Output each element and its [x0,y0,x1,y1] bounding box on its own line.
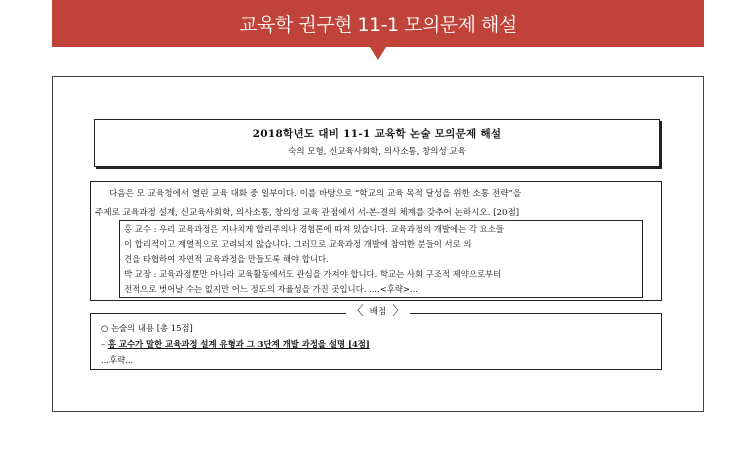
grading-label [346,303,410,319]
grading-line-3: ...후략... [101,355,134,365]
exam-title-box [94,119,660,167]
question-line-2: 주제로 교육과정 설계, 신교육사회학, 의사소통, 창의성 교육 관점에서 서-본-결의 체계를 갖추어 논하시오. [20점] [95,208,520,218]
question-line-1: 다음은 모 교육청에서 열린 교육 대화 중 일부이다. 이를 바탕으로 “학교의 교육 목적 달성을 위한 소통 전략”을 [109,189,522,199]
grading-line-1: ○ 논술의 내용 [총 15점] [101,323,193,333]
dialog-box [119,220,643,298]
grading-line-2 [101,338,370,350]
header-banner [52,0,704,47]
question-box [90,181,662,301]
right-angle-icon: 〉 [392,303,406,319]
dialog-line: 이 합리적이고 계열적으로 고려되지 않습니다. 그러므로 교육과정 개발에 참여한 분들이 서로 의 [124,239,472,249]
question-text [95,185,657,223]
dialog-line: 견을 타협하여 자연적 교육과정을 만들도록 해야 합니다. [124,254,329,264]
banner-title: 교육학 권구현 11-1 모의문제 해설 [239,14,517,36]
dialog-line: 홍 교수 : 우리 교육과정은 지나치게 합리주의나 경험론에 따져 있습니다. 교육과정의 개발에는 각 요소들 [124,224,504,234]
grading-label-text: 배점 [369,307,387,317]
dialog-line: 박 교장 : 교육과정뿐만 아니라 교육활동에서도 관심을 가져야 합니다. 학교는 사회 구조적 제약으로부터 [124,269,502,279]
banner-pointer-arrow-icon [370,47,386,60]
exam-title: 2018학년도 대비 11-1 교육학 논술 모의문제 해설 [252,128,502,140]
dialog-line: 전적으로 벗어날 수는 없지만 어느 정도의 자율성을 가진 곳입니다. ....<후략>... [124,284,418,294]
grading-line-2-prefix: – [101,339,108,349]
left-angle-icon: 〈 [350,303,364,319]
grading-line-2-text: 홍 교수가 말한 교육과정 설계 유형과 그 3단계 개발 과정을 설명 [4점] [107,339,370,349]
grading-box [90,313,662,370]
exam-subtitle: 숙의 모형, 신교육사회학, 의사소통, 창의성 교육 [288,147,466,157]
